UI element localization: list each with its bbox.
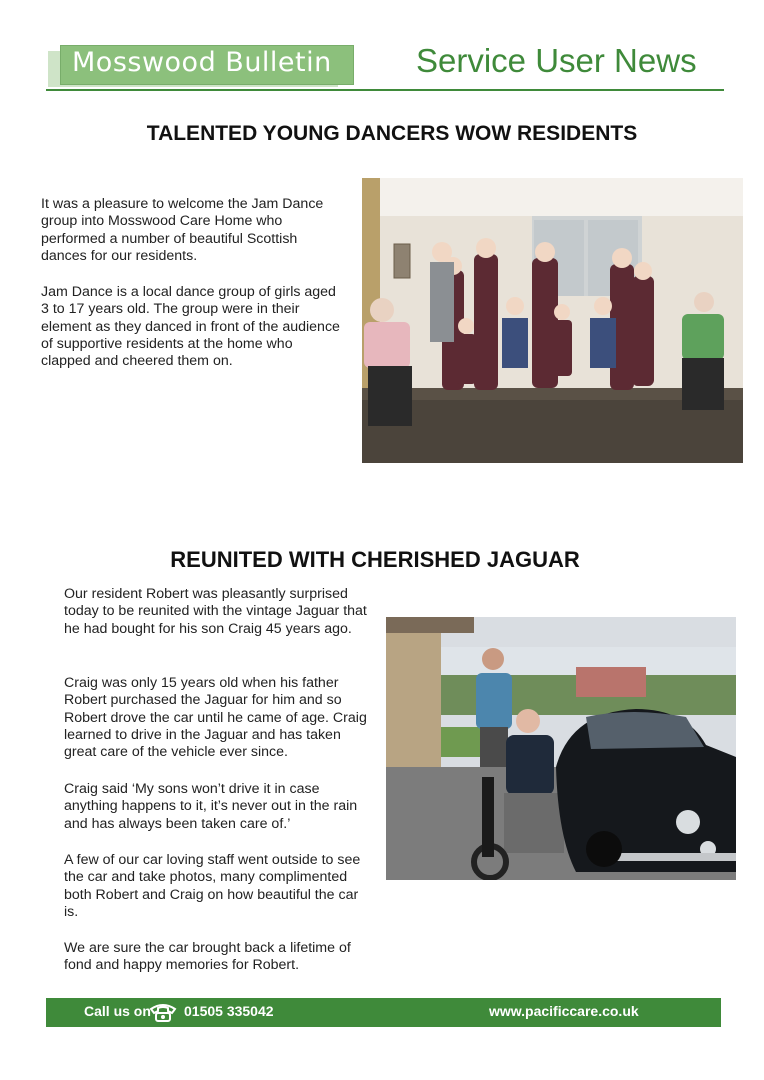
phone-number-link[interactable]: 01505 335042	[184, 1003, 274, 1019]
header-divider	[46, 89, 724, 91]
article-paragraph: A few of our car loving staff went outside to see the car and take photos, many complimented both Robert and Craig on how beautiful the car is.	[64, 852, 361, 920]
article-headline-jaguar: REUNITED WITH CHERISHED JAGUAR	[170, 547, 580, 572]
article-paragraph: Jam Dance is a local dance group of girls aged 3 to 17 years old. The group were in their element as they danced in front of the audience of supportive residents at the home who clapped and cheered them on.	[41, 284, 340, 370]
page-title: Service User News	[416, 42, 697, 79]
article-paragraph: We are sure the car brought back a lifetime of fond and happy memories for Robert.	[64, 940, 351, 974]
article-paragraph: Craig was only 15 years old when his father Robert purchased the Jaguar for him and so Robert drove the car until he came of age. Craig learned to drive in the Jaguar and has taken great care of the vehicle ever since.	[64, 675, 367, 761]
dancers-photo	[362, 178, 743, 463]
article-paragraph: Craig said ‘My sons won’t drive it in case anything happens to it, it’s never out in the rain and has always been taken care of.’	[64, 781, 358, 832]
jaguar-photo	[386, 617, 736, 880]
article-paragraph: Our resident Robert was pleasantly surprised today to be reunited with the vintage Jaguar that he had bought for his son Craig 45 years ago.	[64, 586, 367, 637]
article-headline-dancers: TALENTED YOUNG DANCERS WOW RESIDENTS	[146, 122, 638, 145]
phone-icon	[148, 1001, 178, 1023]
logo-text: Mosswood Bulletin	[72, 47, 332, 78]
article-paragraph: It was a pleasure to welcome the Jam Dance group into Mosswood Care Home who performed a number of beautiful Scottish dances for our residents.	[41, 196, 324, 264]
website-link[interactable]: www.pacificcare.co.uk	[489, 1003, 639, 1019]
footer-call-label: Call us on	[84, 1003, 151, 1019]
